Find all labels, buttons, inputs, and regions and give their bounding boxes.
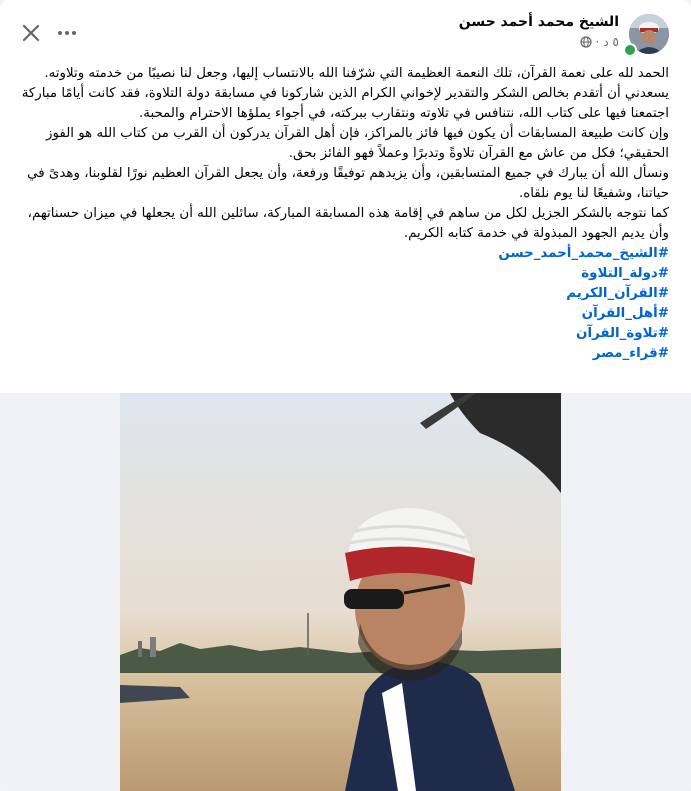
post-photo[interactable] bbox=[120, 393, 561, 791]
author-name[interactable]: الشيخ محمد أحمد حسن bbox=[458, 14, 619, 30]
more-options-button[interactable] bbox=[54, 20, 80, 46]
post-timestamp[interactable]: ٥ د bbox=[603, 35, 619, 49]
post-meta: ٥ د · bbox=[580, 35, 619, 49]
post-paragraph: يسعدني أن أتقدم بخالص الشكر والتقدير لإخواني الكرام الذين شاركونا في مسابقة دولة التلاوة، فقد كانت أيامًا مباركة اجتمعنا فيها على كتاب الله، نتنافس في تلاوته ونتقارب ببركته، في أجواء يملؤها الاحترام والمحبة. bbox=[21, 86, 669, 121]
post-paragraph: الحمد لله على نعمة القرآن، تلك النعمة العظيمة التي شرّفنا الله بالانتساب إليها، وجعل لنا نصيبًا من خدمته وتلاوته. bbox=[44, 66, 669, 81]
post-paragraph: كما نتوجه بالشكر الجزيل لكل من ساهم في إقامة هذه المسابقة المباركة، سائلين الله أن يجعلها في ميزان حسناتهم، وأن يديم الجهود المبذولة في خدمة كتابه الكريم. bbox=[27, 206, 669, 241]
online-status-dot bbox=[623, 43, 637, 57]
hashtag-link[interactable]: #قراء_مصر bbox=[592, 346, 669, 361]
close-icon bbox=[22, 24, 40, 42]
close-button[interactable] bbox=[18, 20, 44, 46]
post-header bbox=[0, 0, 691, 60]
hashtag-link[interactable]: #القرآن_الكريم bbox=[566, 286, 669, 301]
post-media-area bbox=[0, 393, 691, 791]
post-paragraph: ونسأل الله أن يبارك في جميع المتسابقين، وأن يزيدهم توفيقًا ورفعة، وأن يجعل القرآن العظيم نورًا لقلوبنا، وهدىً في حياتنا، وشفيعًا لنا يوم نلقاه. bbox=[27, 166, 669, 201]
hashtag-link[interactable]: #أهل_القرآن bbox=[581, 306, 669, 321]
hashtag-link[interactable]: #دولة_التلاوة bbox=[581, 266, 669, 281]
hashtag-link[interactable]: #الشيخ_محمد_أحمد_حسن bbox=[498, 246, 669, 261]
globe-icon[interactable] bbox=[580, 36, 592, 48]
post-paragraph: وإن كانت طبيعة المسابقات أن يكون فيها فائز بالمراكز، فإن أهل القرآن يدركون أن القرب من كتاب الله هو الفوز الحقيقي؛ فكل من عاش مع القرآن تلاوةً وتدبرًا وعملاً فهو الفائز بحق. bbox=[46, 126, 669, 161]
hashtag-link[interactable]: #تلاوة_القرآن bbox=[576, 326, 669, 341]
post-body bbox=[19, 64, 669, 364]
more-dots-icon bbox=[57, 30, 77, 36]
hashtag-list bbox=[19, 244, 669, 364]
